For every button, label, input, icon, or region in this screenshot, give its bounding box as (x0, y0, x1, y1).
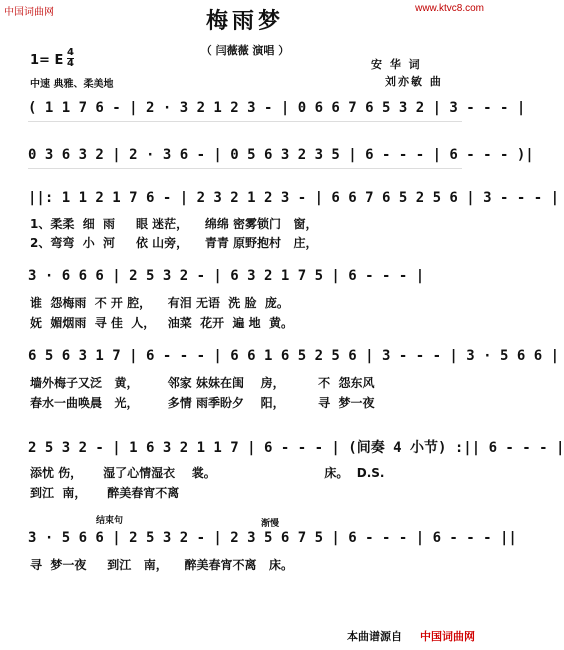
time-signature (67, 48, 74, 69)
song-title: 梅雨梦 (205, 9, 284, 34)
lyric-line-3-verse-2: 2、弯弯 小 河 依 山旁， 青青 原野抱村 庄， (30, 236, 318, 250)
time-signature-bottom: 4 (67, 58, 74, 69)
lyric-line-6-verse-2: 到江 南， 醉美春宵不离 (30, 486, 180, 500)
footer-source-label: 本曲谱源自 (347, 630, 402, 643)
lyric-line-4-verse-1: 谁 怨梅雨 不 开 腔， 有泪 无语 洗 脸 庞。 (30, 296, 289, 310)
watermark-left: 中国词曲网 (4, 7, 54, 18)
line-2-underline (28, 168, 462, 169)
notation-line-4: 3 · 6 6 6 | 2 5 3 2 - | 6 3 2 1 7 5 | 6 - - - | (28, 268, 425, 284)
lyric-line-4-verse-2: 妩 媚烟雨 寻 佳 人， 油菜 花开 遍 地 黄。 (30, 316, 294, 330)
notation-line-5: 6 5 6 3 1 7 | 6 - - - | 6 6 1 6 5 2 5 6 | 3 - - - | 3 · 5 6 6 | (28, 348, 560, 364)
notation-line-3: ||: 1 1 2 1 7 6 - | 2 3 2 1 2 3 - | 6 6 7 6 5 2 5 6 | 3 - - - | (28, 190, 560, 206)
time-signature-top: 4 (67, 47, 74, 58)
tempo-marking: 中速 典雅、柔美地 (30, 79, 114, 90)
lyric-line-6-verse-1: 添忧 伤， 湿了心情湿衣 裳。 床。 D.S. (30, 466, 385, 480)
notation-line-1: ( 1 1 7 6 - | 2 · 3 2 1 2 3 - | 0 6 6 7 6 5 3 2 | 3 - - - | (28, 100, 526, 116)
singer-credit: （ 闫薇薇 演唱 ） (200, 44, 290, 57)
key-signature: 1= E (30, 53, 64, 68)
lyric-line-5-verse-1: 墙外梅子又泛 黄， 邻家 妹妹在闺 房， 不 怨东风 (30, 376, 375, 390)
watermark-right: www.ktvc8.com (415, 3, 484, 14)
notation-line-2: 0 3 6 3 2 | 2 · 3 6 - | 0 5 6 3 2 3 5 | 6 - - - | 6 - - - )| (28, 147, 534, 163)
composer-credit: 刘亦敏 曲 (385, 75, 443, 88)
notation-line-6: 2 5 3 2 - | 1 6 3 2 1 1 7 | 6 - - - | (间奏 4 小节) :|| 6 - - - | (28, 440, 564, 456)
footer-source-site: 中国词曲网 (420, 630, 475, 643)
lyricist-credit: 安 华 词 (371, 58, 422, 71)
lyric-line-7-verse-1: 寻 梦一夜 到江 南， 醉美春宵不离 床。 (30, 558, 294, 572)
lyric-line-5-verse-2: 春水一曲唤晨 光， 多情 雨季盼夕 阳， 寻 梦一夜 (30, 396, 375, 410)
lyric-line-3-verse-1: 1、柔柔 细 雨 眼 迷茫， 绵绵 密雾锁门 窗， (30, 217, 318, 231)
ritard-label: 渐慢 (261, 519, 280, 529)
notation-line-7: 3 · 5 6 6 | 2 5 3 2 - | 2 3 5 6 7 5 | 6 - - - | 6 - - - || (28, 530, 517, 546)
line-1-underline (28, 121, 462, 122)
ending-label: 结束句 (96, 516, 124, 526)
